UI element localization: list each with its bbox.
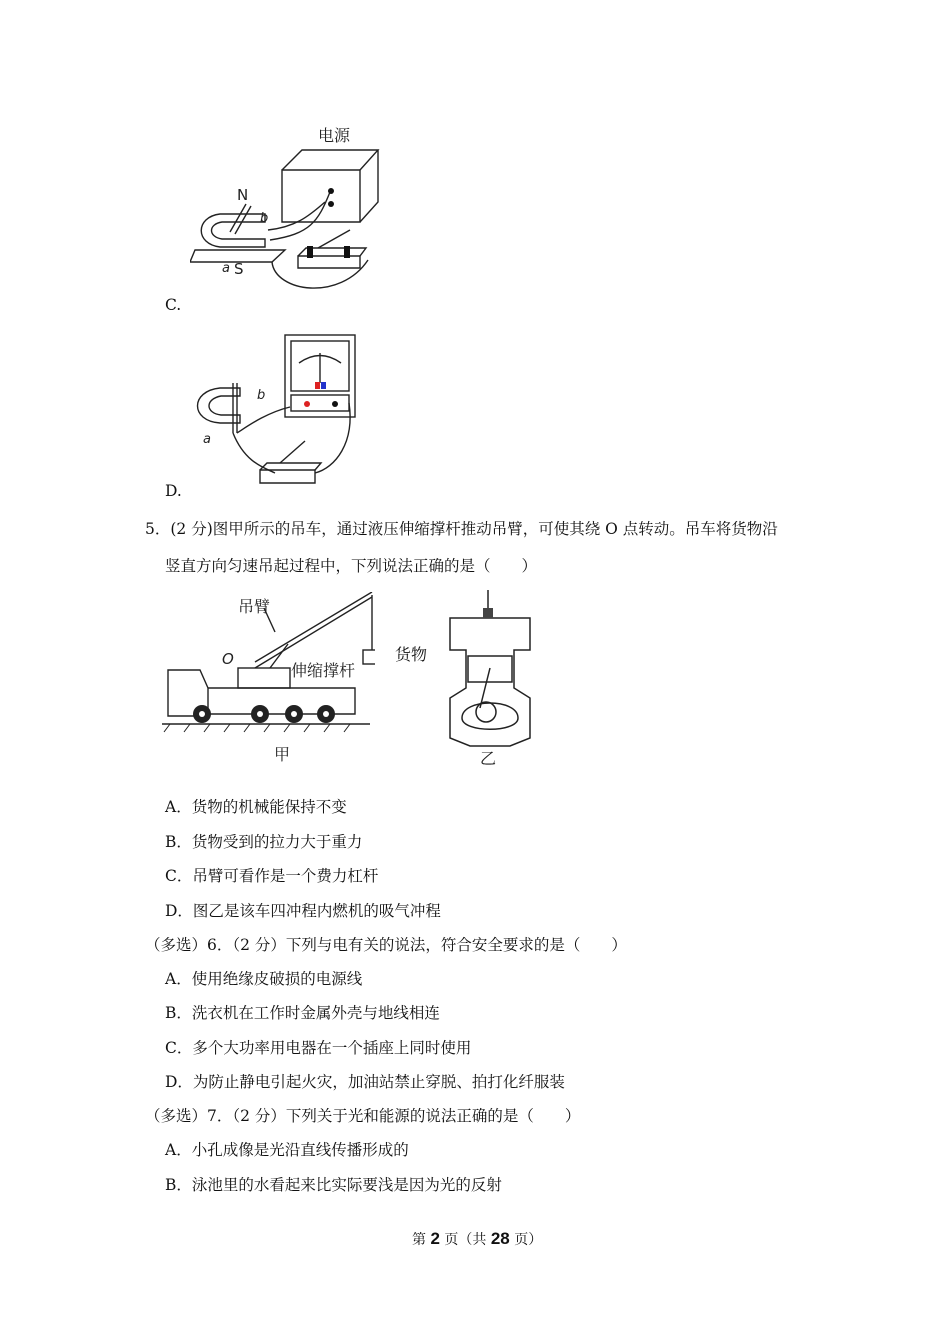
question-5-option-c[interactable]: C．吊臂可看作是一个费力杠杆: [165, 867, 379, 885]
option-d-label: D.: [165, 482, 182, 500]
figure-c-circuit: [190, 122, 380, 297]
crane-truck-figure: [160, 592, 375, 767]
footer-mid: 页（共: [444, 1232, 487, 1248]
a-label: a: [222, 261, 230, 276]
question-6-option-d[interactable]: D．为防止静电引起火灾，加油站禁止穿脱、拍打化纤服装: [165, 1073, 565, 1091]
n-pole-label: N: [237, 186, 249, 204]
question-5-option-a[interactable]: A．货物的机械能保持不变: [165, 798, 347, 816]
power-supply-label: 电源: [318, 126, 351, 145]
question-6-stem: （多选）6．（2 分）下列与电有关的说法，符合安全要求的是（ ）: [145, 936, 627, 954]
option-c-label: C.: [165, 296, 182, 314]
b-label: b: [257, 388, 266, 403]
page-footer: [412, 1229, 542, 1250]
figure-jia-caption: 甲: [274, 745, 291, 764]
total-pages: 28: [490, 1229, 510, 1248]
rod-label: 伸缩撑杆: [291, 661, 356, 680]
figure-d-galvanometer-circuit: [185, 333, 360, 488]
question-5-option-d[interactable]: D．图乙是该车四冲程内燃机的吸气冲程: [165, 902, 441, 920]
figure-yi-caption: 乙: [480, 749, 497, 768]
question-6-option-b[interactable]: B．洗衣机在工作时金属外壳与地线相连: [165, 1004, 440, 1022]
page-number: 2: [430, 1229, 440, 1248]
question-5-stem-line2: 竖直方向匀速吊起过程中，下列说法正确的是（ ）: [165, 557, 538, 575]
question-5-option-b[interactable]: B．货物受到的拉力大于重力: [165, 833, 363, 851]
question-5-stem-line1: 5．(2 分)图甲所示的吊车，通过液压伸缩撑杆推动吊臂，可使其绕 O 点转动。吊车将货物沿: [145, 520, 778, 538]
arm-label: 吊臂: [238, 597, 271, 616]
b-label: b: [260, 211, 269, 226]
question-7-stem: （多选）7．（2 分）下列关于光和能源的说法正确的是（ ）: [145, 1107, 581, 1125]
question-7-option-b[interactable]: B．泳池里的水看起来比实际要浅是因为光的反射: [165, 1176, 502, 1194]
question-7-option-a[interactable]: A．小孔成像是光沿直线传播形成的: [165, 1141, 409, 1159]
footer-prefix: 第: [412, 1232, 426, 1248]
s-pole-label: S: [234, 260, 244, 278]
question-6-option-a[interactable]: A．使用绝缘皮破损的电源线: [165, 970, 363, 988]
cargo-label: 货物: [395, 645, 428, 664]
a-label: a: [203, 432, 211, 447]
footer-suffix: 页）: [514, 1232, 543, 1248]
question-6-option-c[interactable]: C．多个大功率用电器在一个插座上同时使用: [165, 1039, 472, 1057]
pivot-o-label: O: [222, 650, 234, 668]
engine-cylinder-figure: [440, 588, 540, 768]
